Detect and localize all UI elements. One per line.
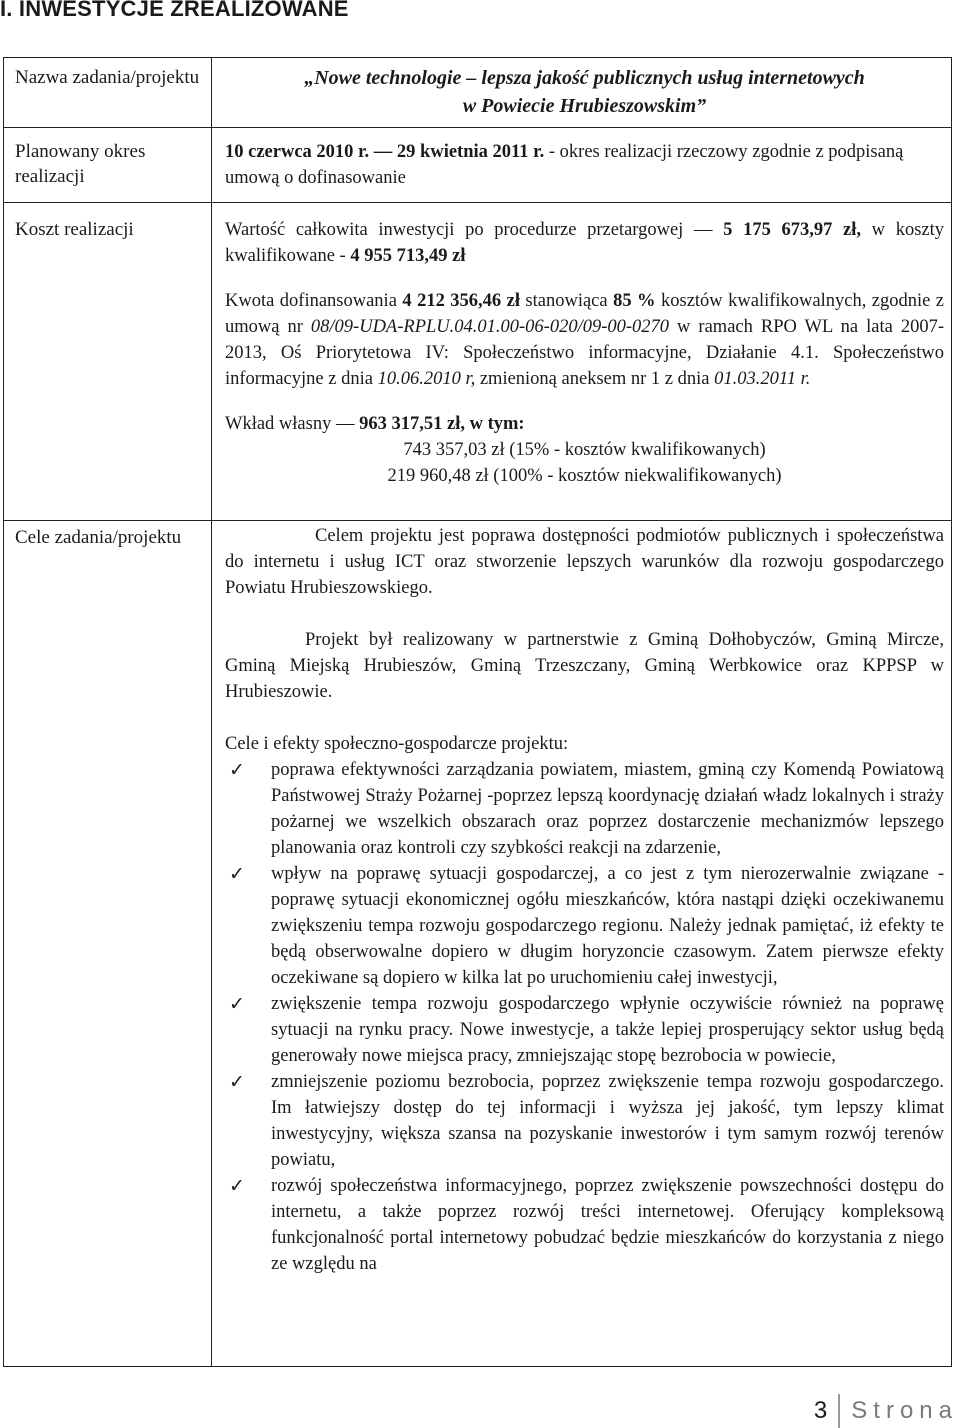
list-item: ✓ rozwój społeczeństwa informacyjnego, poprzez zwiększenie powszechności dostępu do internetu, a także poprzez rozwój treści internetowej. Oferujący kompleksową funkcjonalność portal internetowy pobudzać będzie mieszkańców do korzystania z niego ze względu na xyxy=(229,1175,944,1274)
cost-total-paragraph: Wartość całkowita inwestycji po procedurze przetargowej — 5 175 673,97 zł, w koszty kwalifikowane - 4 955 713,49 zł xyxy=(225,220,944,266)
row-goals xyxy=(4,521,952,1367)
cost-funding-paragraph: Kwota dofinansowania 4 212 356,46 zł stanowiąca 85 % kosztów kwalifikowalnych, zgodnie z umową nr 08/09-UDA-RPLU.04.01.00-06-020/09-00-0270 w ramach RPO WL na lata 2007-2013, Oś Priorytetowa IV: Społeczeństwo informacyjne, Działanie 4.1. Społeczeństwo informacyjne z dnia 10.06.2010 r, zmienioną aneksem nr 1 z dnia 01.03.2011 r. xyxy=(225,291,945,389)
list-item: ✓ wpływ na poprawę sytuacji gospodarczej, a co jest z tym nierozerwalnie związane - poprawę sytuacji ekonomicznej ogółu mieszkańców, która nastąpi dzięki oczekiwanemu zwiększeniu tempa rozwoju gospodarczego regionu. Należy jednak pamiętać, iż efekty te będą obserwowalne dopiero w długim horyzoncie czasowym. Zatem pierwsze efekty oczekiwane są dopiero w kilka lat po uruchomieniu całej inwestycji, xyxy=(229,863,944,988)
check-icon: ✓ xyxy=(229,1071,245,1093)
page-number: 3 xyxy=(813,1397,828,1424)
check-icon: ✓ xyxy=(229,759,245,781)
list-item: ✓ poprawa efektywności zarządzania powiatem, miastem, gminą czy Komendą Powiatową Państwowej Straży Pożarnej -poprzez lepszą koordynację działań władz lokalnych i straży pożarnej we wszelkich obszarach oraz poprzez dostarczenie mechanizmów lepszego planowania oraz kontroli czy szybkości reakcji na zdarzenie, xyxy=(229,759,944,858)
own-contribution-line1: 743 357,03 zł (15% - kosztów kwalifikowanych) xyxy=(403,440,766,460)
row-cost xyxy=(4,203,952,521)
period-note: - okres realizacji rzeczowy zgodnie z podpisaną umową o dofinasowanie xyxy=(225,142,904,188)
check-icon: ✓ xyxy=(229,1175,245,1197)
value-cost xyxy=(212,203,952,521)
value-period xyxy=(212,128,952,203)
section-heading: I. INWESTYCJE ZREALIZOWANE xyxy=(0,0,349,21)
label-goals: Cele zadania/projektu xyxy=(4,521,212,1367)
period-dates: 10 czerwca 2010 r. — 29 kwietnia 2011 r. xyxy=(225,142,545,162)
goals-effects-title: Cele i efekty społeczno-gospodarcze projektu: xyxy=(225,734,569,754)
list-item: ✓ zmniejszenie poziomu bezrobocia, poprzez zwiększenie tempa rozwoju gospodarczego. Im łatwiejszy dostęp do tej informacji i wyższa jej jakość, tym lepszy klimat inwestycyjny, większa szansa na pozyskanie inwestorów i tym samym rozwój terenów powiatu, xyxy=(229,1071,944,1170)
goals-intro: Celem projektu jest poprawa dostępności podmiotów publicznych i społeczeństwa do internetu i usług ICT oraz stworzenie lepszych warunków dla rozwoju gospodarczego Powiatu Hrubieszowskiego. xyxy=(225,526,944,598)
label-project-name: Nazwa zadania/projektu xyxy=(4,58,212,128)
project-name-line2: w Powiecie Hrubieszowskim” xyxy=(462,95,707,117)
check-icon: ✓ xyxy=(229,993,245,1015)
footer-divider xyxy=(838,1394,840,1428)
value-project-name xyxy=(212,58,952,128)
page-word: Strona xyxy=(851,1397,958,1424)
value-goals xyxy=(212,521,952,1367)
page-footer xyxy=(814,1394,958,1428)
label-cost: Koszt realizacji xyxy=(4,203,212,521)
cost-own-contribution: Wkład własny — 963 317,51 zł, w tym: xyxy=(225,414,525,434)
row-period xyxy=(4,128,952,203)
goals-partners: Projekt był realizowany w partnerstwie z Gminą Dołhobyczów, Gminą Mircze, Gminą Miejską Hrubieszów, Gminą Trzeszczany, Gminą Werbkowice oraz KPPSP w Hrubieszowie. xyxy=(225,630,944,702)
check-icon: ✓ xyxy=(229,863,245,885)
project-name-line1: „Nowe technologie – lepsza jakość publicznych usług internetowych xyxy=(304,67,865,89)
own-contribution-line2: 219 960,48 zł (100% - kosztów niekwalifikowanych) xyxy=(387,466,782,486)
goals-effects-list xyxy=(225,757,944,1277)
list-item: ✓ zwiększenie tempa rozwoju gospodarczego wpłynie oczywiście również na poprawę sytuacji na rynku pracy. Nowe inwestycje, a także lepiej prosperujący sektor usług będą generowały nowe miejsca pracy, zmniejszając stopę bezrobocia w powiecie, xyxy=(229,993,944,1066)
label-period: Planowany okres realizacji xyxy=(4,128,212,203)
row-project-name xyxy=(4,58,952,128)
project-table xyxy=(3,57,952,1367)
